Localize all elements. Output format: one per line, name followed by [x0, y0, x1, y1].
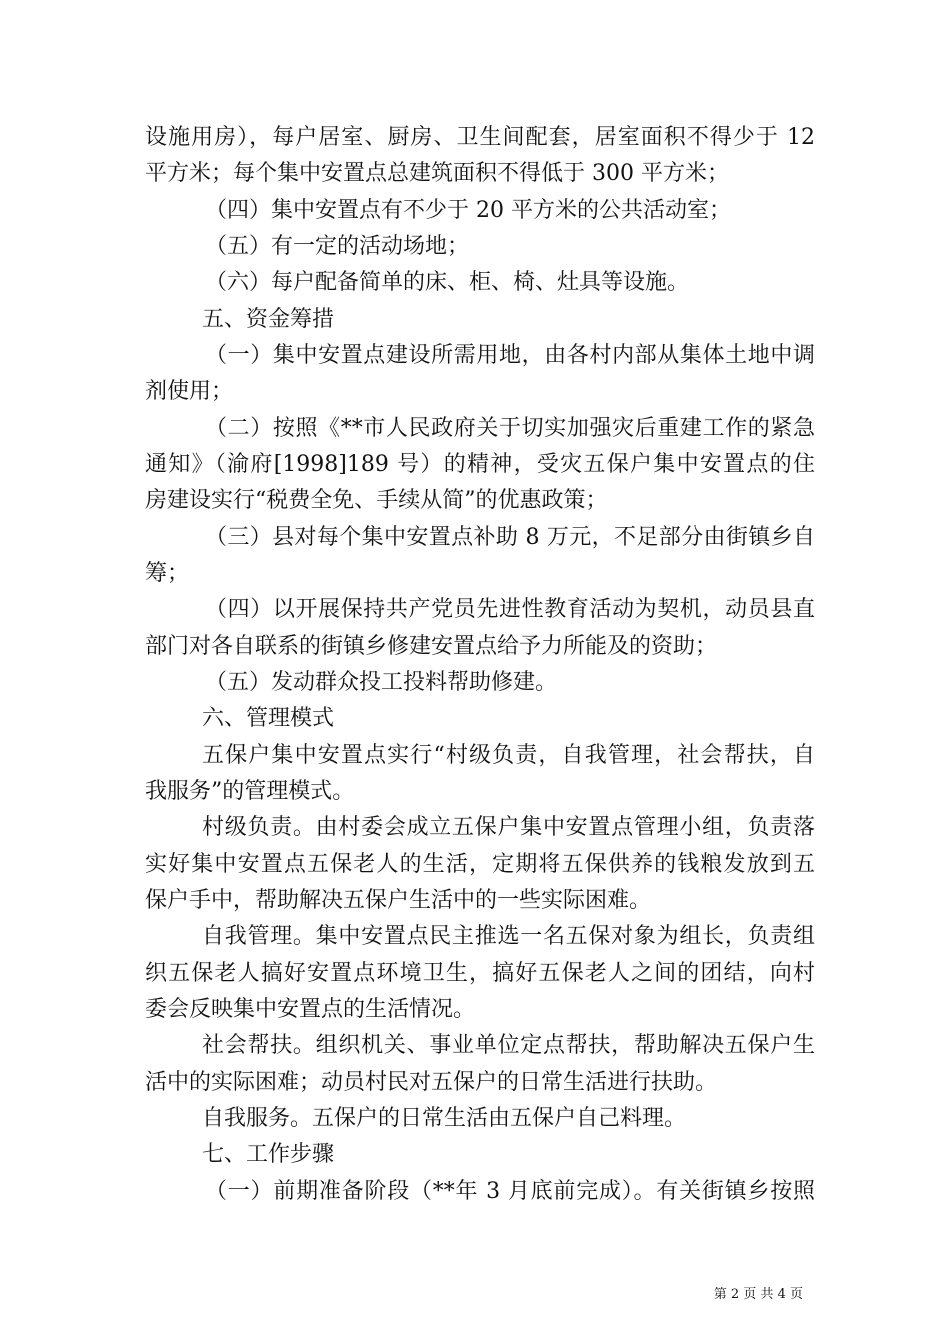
text-line: 织五保老人搞好安置点环境卫生，搞好五保老人之间的团结，向村 — [145, 961, 815, 986]
text-line: 保户手中，帮助解决五保户生活中的一些实际困难。 — [145, 888, 652, 913]
text-line: 活中的实际困难；动员村民对五保户的日常生活进行扶助。 — [145, 1070, 718, 1095]
text-line: （二）按照《**市人民政府关于切实加强灾后重建工作的紧急 — [205, 416, 815, 441]
text-line: （四）集中安置点有不少于 20 平方米的公共活动室； — [205, 198, 731, 223]
text-line: 筹； — [145, 561, 190, 586]
text-line: 自我服务。五保户的日常生活由五保户自己料理。 — [202, 1106, 687, 1131]
text-line: （三）县对每个集中安置点补助 8 万元，不足部分由街镇乡自 — [205, 525, 815, 550]
text-line: 自我管理。集中安置点民主推选一名五保对象为组长，负责组 — [202, 924, 815, 949]
text-line: 我服务”的管理模式。 — [145, 779, 355, 804]
text-line: （五）有一定的活动场地； — [205, 234, 470, 259]
section-heading: 五、资金筹措 — [202, 307, 335, 332]
text-line: 通知》（渝府[1998]189 号）的精神，受灾五保户集中安置点的住 — [145, 452, 815, 477]
page-indicator: 第 2 页 共 4 页 — [713, 1287, 803, 1302]
text-line: 平方米；每个集中安置点总建筑面积不得低于 300 平方米； — [145, 161, 729, 186]
text-line: 房建设实行“税费全免、手续从简”的优惠政策； — [145, 488, 608, 513]
section-heading: 七、工作步骤 — [202, 1142, 335, 1167]
text-line: （一）集中安置点建设所需用地，由各村内部从集体土地中调 — [205, 343, 815, 368]
text-line: 部门对各自联系的街镇乡修建安置点给予力所能及的资助； — [145, 634, 718, 659]
text-line: 村级负责。由村委会成立五保户集中安置点管理小组，负责落 — [202, 815, 815, 840]
text-line: （四）以开展保持共产党员先进性教育活动为契机，动员县直 — [205, 597, 815, 622]
text-line: 剂使用； — [145, 379, 234, 404]
section-heading: 六、管理模式 — [202, 706, 335, 731]
text-line: 实好集中安置点五保老人的生活，定期将五保供养的钱粮发放到五 — [145, 852, 815, 877]
text-line: 五保户集中安置点实行“村级负责，自我管理，社会帮扶，自 — [202, 743, 815, 768]
text-line: 设施用房），每户居室、厨房、卫生间配套，居室面积不得少于 12 — [145, 125, 815, 150]
text-line: （六）每户配备简单的床、柜、椅、灶具等设施。 — [205, 270, 690, 295]
text-line: （五）发动群众投工投料帮助修建。 — [205, 670, 558, 695]
text-line: （一）前期准备阶段（**年 3 月底前完成）。有关街镇乡按照 — [205, 1179, 815, 1204]
text-line: 委会反映集中安置点的生活情况。 — [145, 997, 476, 1022]
text-line: 社会帮扶。组织机关、事业单位定点帮扶，帮助解决五保户生 — [202, 1033, 815, 1058]
